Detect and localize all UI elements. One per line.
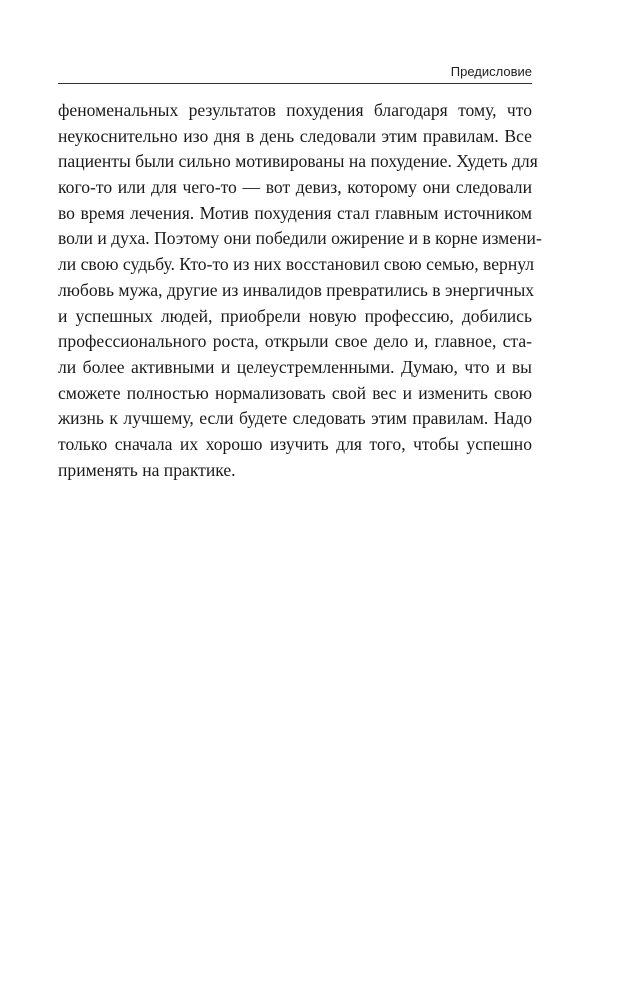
text-line: кого-то или для чего-то — вот девиз, которому они следовали [58,177,532,198]
text-line-last: применять на практике. [58,459,236,480]
header-rule [58,83,532,84]
text-line: сможете полностью нормализовать свой вес и изменить свою [58,382,532,403]
text-line: ли более активными и целеустремленными. Думаю, что и вы [58,356,532,377]
text-line: неукоснительно изо дня в день следовали этим правилам. Все [58,125,532,146]
text-line: жизнь к лучшему, если будете следовать этим правилам. Надо [58,408,532,429]
text-line: профессионального роста, открыли свое дело и, главное, ста- [58,331,532,352]
page-header [58,64,532,84]
text-line: пациенты были сильно мотивированы на похудение. Худеть для [58,151,538,172]
text-line: ли свою судьбу. Кто-то из них восстановил свою семью, вернул [58,254,535,275]
text-line: любовь мужа, другие из инвалидов превратились в энергичных [58,279,535,300]
text-line: воли и духа. Поэтому они победили ожирение и в корне измени- [58,228,542,249]
text-line: феноменальных результатов похудения благодаря тому, что [58,100,532,120]
text-line: во время лечения. Мотив похудения стал главным источником [58,202,532,223]
running-title: Предисловие [450,64,532,79]
text-line: только сначала их хорошо изучить для того, чтобы успешно [58,433,532,454]
body-paragraph [58,98,542,483]
text-line: и успешных людей, приобрели новую профессию, добились [58,305,532,326]
